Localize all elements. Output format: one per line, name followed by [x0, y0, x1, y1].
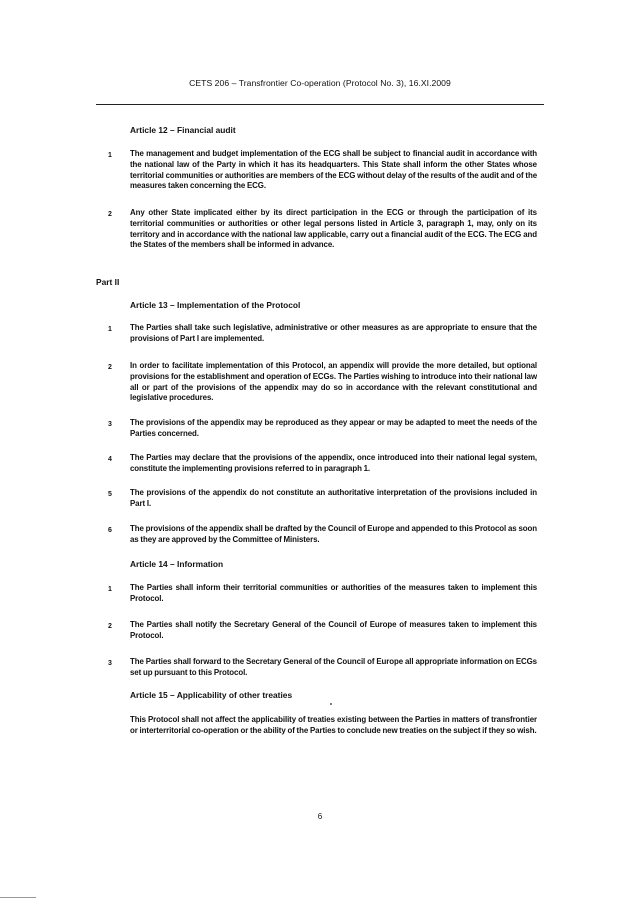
article-12-paragraph-2: Any other State implicated either by its direct participation in the ECG or through the participation of its territorial communities or authorities or other legal persons listed in Article 3, paragraph 1, may, only on its territory and in accordance with the national law applicable, carry out a financial audit of the ECG. The ECG and the States of the members shall be informed in advance.: [130, 208, 537, 250]
paragraph-number: 1: [108, 152, 112, 159]
page-number: 6: [317, 812, 323, 821]
article-13-heading: Article 13 – Implementation of the Protocol: [130, 300, 301, 310]
article-14-paragraph-1: The Parties shall inform their territorial communities or authorities of the measures taken to implement this Protocol.: [130, 583, 537, 603]
article-12-paragraph-1: The management and budget implementation of the ECG shall be subject to financial audit in accordance with the national law of the Party in which it has its headquarters. This State shall inform the other States whose territorial communities or authorities are members of the ECG without delay of the results of the audit and of the measures taken concerning the ECG.: [130, 149, 537, 191]
article-13-paragraph-6: The provisions of the appendix shall be drafted by the Council of Europe and appended to this Protocol as soon as they are approved by the Committee of Ministers.: [130, 524, 537, 544]
article-15-paragraph: This Protocol shall not affect the applicability of treaties existing between the Parties in matters of transfrontier or interterritorial co-operation or the ability of the Parties to conclude new treaties on the subject if they so wish.: [130, 715, 537, 735]
scan-edge-mark: [0, 897, 36, 898]
paragraph-number: 1: [108, 326, 112, 333]
paragraph-number: 2: [108, 211, 112, 218]
paragraph-number: 1: [108, 586, 112, 593]
article-13-paragraph-3: The provisions of the appendix may be reproduced as they appear or may be adapted to meet the needs of the Parties concerned.: [130, 418, 537, 438]
paragraph-number: 2: [108, 623, 112, 630]
paragraph-number: 4: [108, 456, 112, 463]
paragraph-number: 2: [108, 364, 112, 371]
article-13-paragraph-2: In order to facilitate implementation of this Protocol, an appendix will provide the more detailed, but optional provisions for the establishment and operation of ECGs. The Parties wishing to introduce into their national law all or part of the provisions of the appendix may do so in accordance with the relevant constitutional and legislative procedures.: [130, 361, 537, 403]
paragraph-number: 3: [108, 660, 112, 667]
article-13-paragraph-4: The Parties may declare that the provisions of the appendix, once introduced into their national legal system, constitute the implementing provisions referred to in paragraph 1.: [130, 453, 537, 473]
article-14-paragraph-2: The Parties shall notify the Secretary General of the Council of Europe of measures taken to implement this Protocol.: [130, 620, 537, 640]
article-13-paragraph-5: The provisions of the appendix do not constitute an authoritative interpretation of the provisions included in Part I.: [130, 488, 537, 508]
article-15-heading: Article 15 – Applicability of other treaties: [130, 690, 293, 700]
article-13-paragraph-1: The Parties shall take such legislative, administrative or other measures as are appropriate to ensure that the provisions of Part I are implemented.: [130, 323, 537, 343]
document-header: CETS 206 – Transfrontier Co-operation (Protocol No. 3), 16.XI.2009: [189, 78, 451, 88]
paragraph-number: 6: [108, 527, 112, 534]
article-14-heading: Article 14 – Information: [130, 559, 224, 569]
scan-speck: [330, 703, 332, 705]
paragraph-number: 5: [108, 491, 112, 498]
article-12-heading: Article 12 – Financial audit: [130, 125, 236, 135]
article-14-paragraph-3: The Parties shall forward to the Secretary General of the Council of Europe all appropriate information on ECGs set up pursuant to this Protocol.: [130, 657, 537, 677]
part-2-label: Part II: [96, 277, 120, 287]
paragraph-number: 3: [108, 421, 112, 428]
header-rule: [96, 104, 544, 105]
